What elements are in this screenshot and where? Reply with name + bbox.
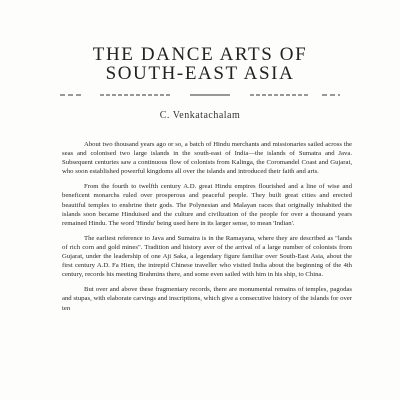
paragraph: But over and above these fragmentary records, there are monumental remains of temples, pagodas and stupas, with elaborate carvings and inscriptions, which give a consecutive history of the islands for over ten xyxy=(62,286,352,312)
title-line-1: THE DANCE ARTS OF xyxy=(92,44,308,65)
paragraph: The earliest reference to Java and Sumatra is in the Ramayana, where they are described as "lands of rich corn and gold mines". Tradition and history aver of the arrival of a large number of colonists from Gujarat, under the leadership of one Aji Saka, a legendary figure familiar over South-East Asia, about the first century A.D. Fa Hien, the intrepid Chinese traveller who visited India about the beginning of the 4th century, records his meeting Brahmins there, and some even sailed with him in his ship, to China. xyxy=(62,234,352,279)
paragraph: About two thousand years ago or so, a batch of Hindu merchants and missionaries sailed across the seas and colonised two large islands in the south-east of India—the islands of Sumatra and Java. Subsequent centuries saw a continuous flow of colonists from Kalinga, the Coromandel Coast and Gujarat, who soon established powerful kingdoms all over the islands and introduced their faith and arts. xyxy=(62,141,352,176)
title-line-2: SOUTH-EAST ASIA xyxy=(105,63,295,84)
author-byline: C. Venkatachalam xyxy=(159,110,241,121)
paragraph: From the fourth to twelfth century A.D. great Hindu empires flourished and a line of wise and beneficent monarchs ruled over prosperous and peaceful people. They built great cities and erected beautiful temples to enshrine their gods. The Polynesian and Malayan races that originally inhabited the islands soon became Hinduised and the culture and civilization of the people for over a thousand years remained Hindu. The word 'Hindu' being used here in its larger sense, to mean 'Indian'. xyxy=(62,183,352,227)
title-divider xyxy=(60,92,340,98)
article-body xyxy=(62,140,352,319)
